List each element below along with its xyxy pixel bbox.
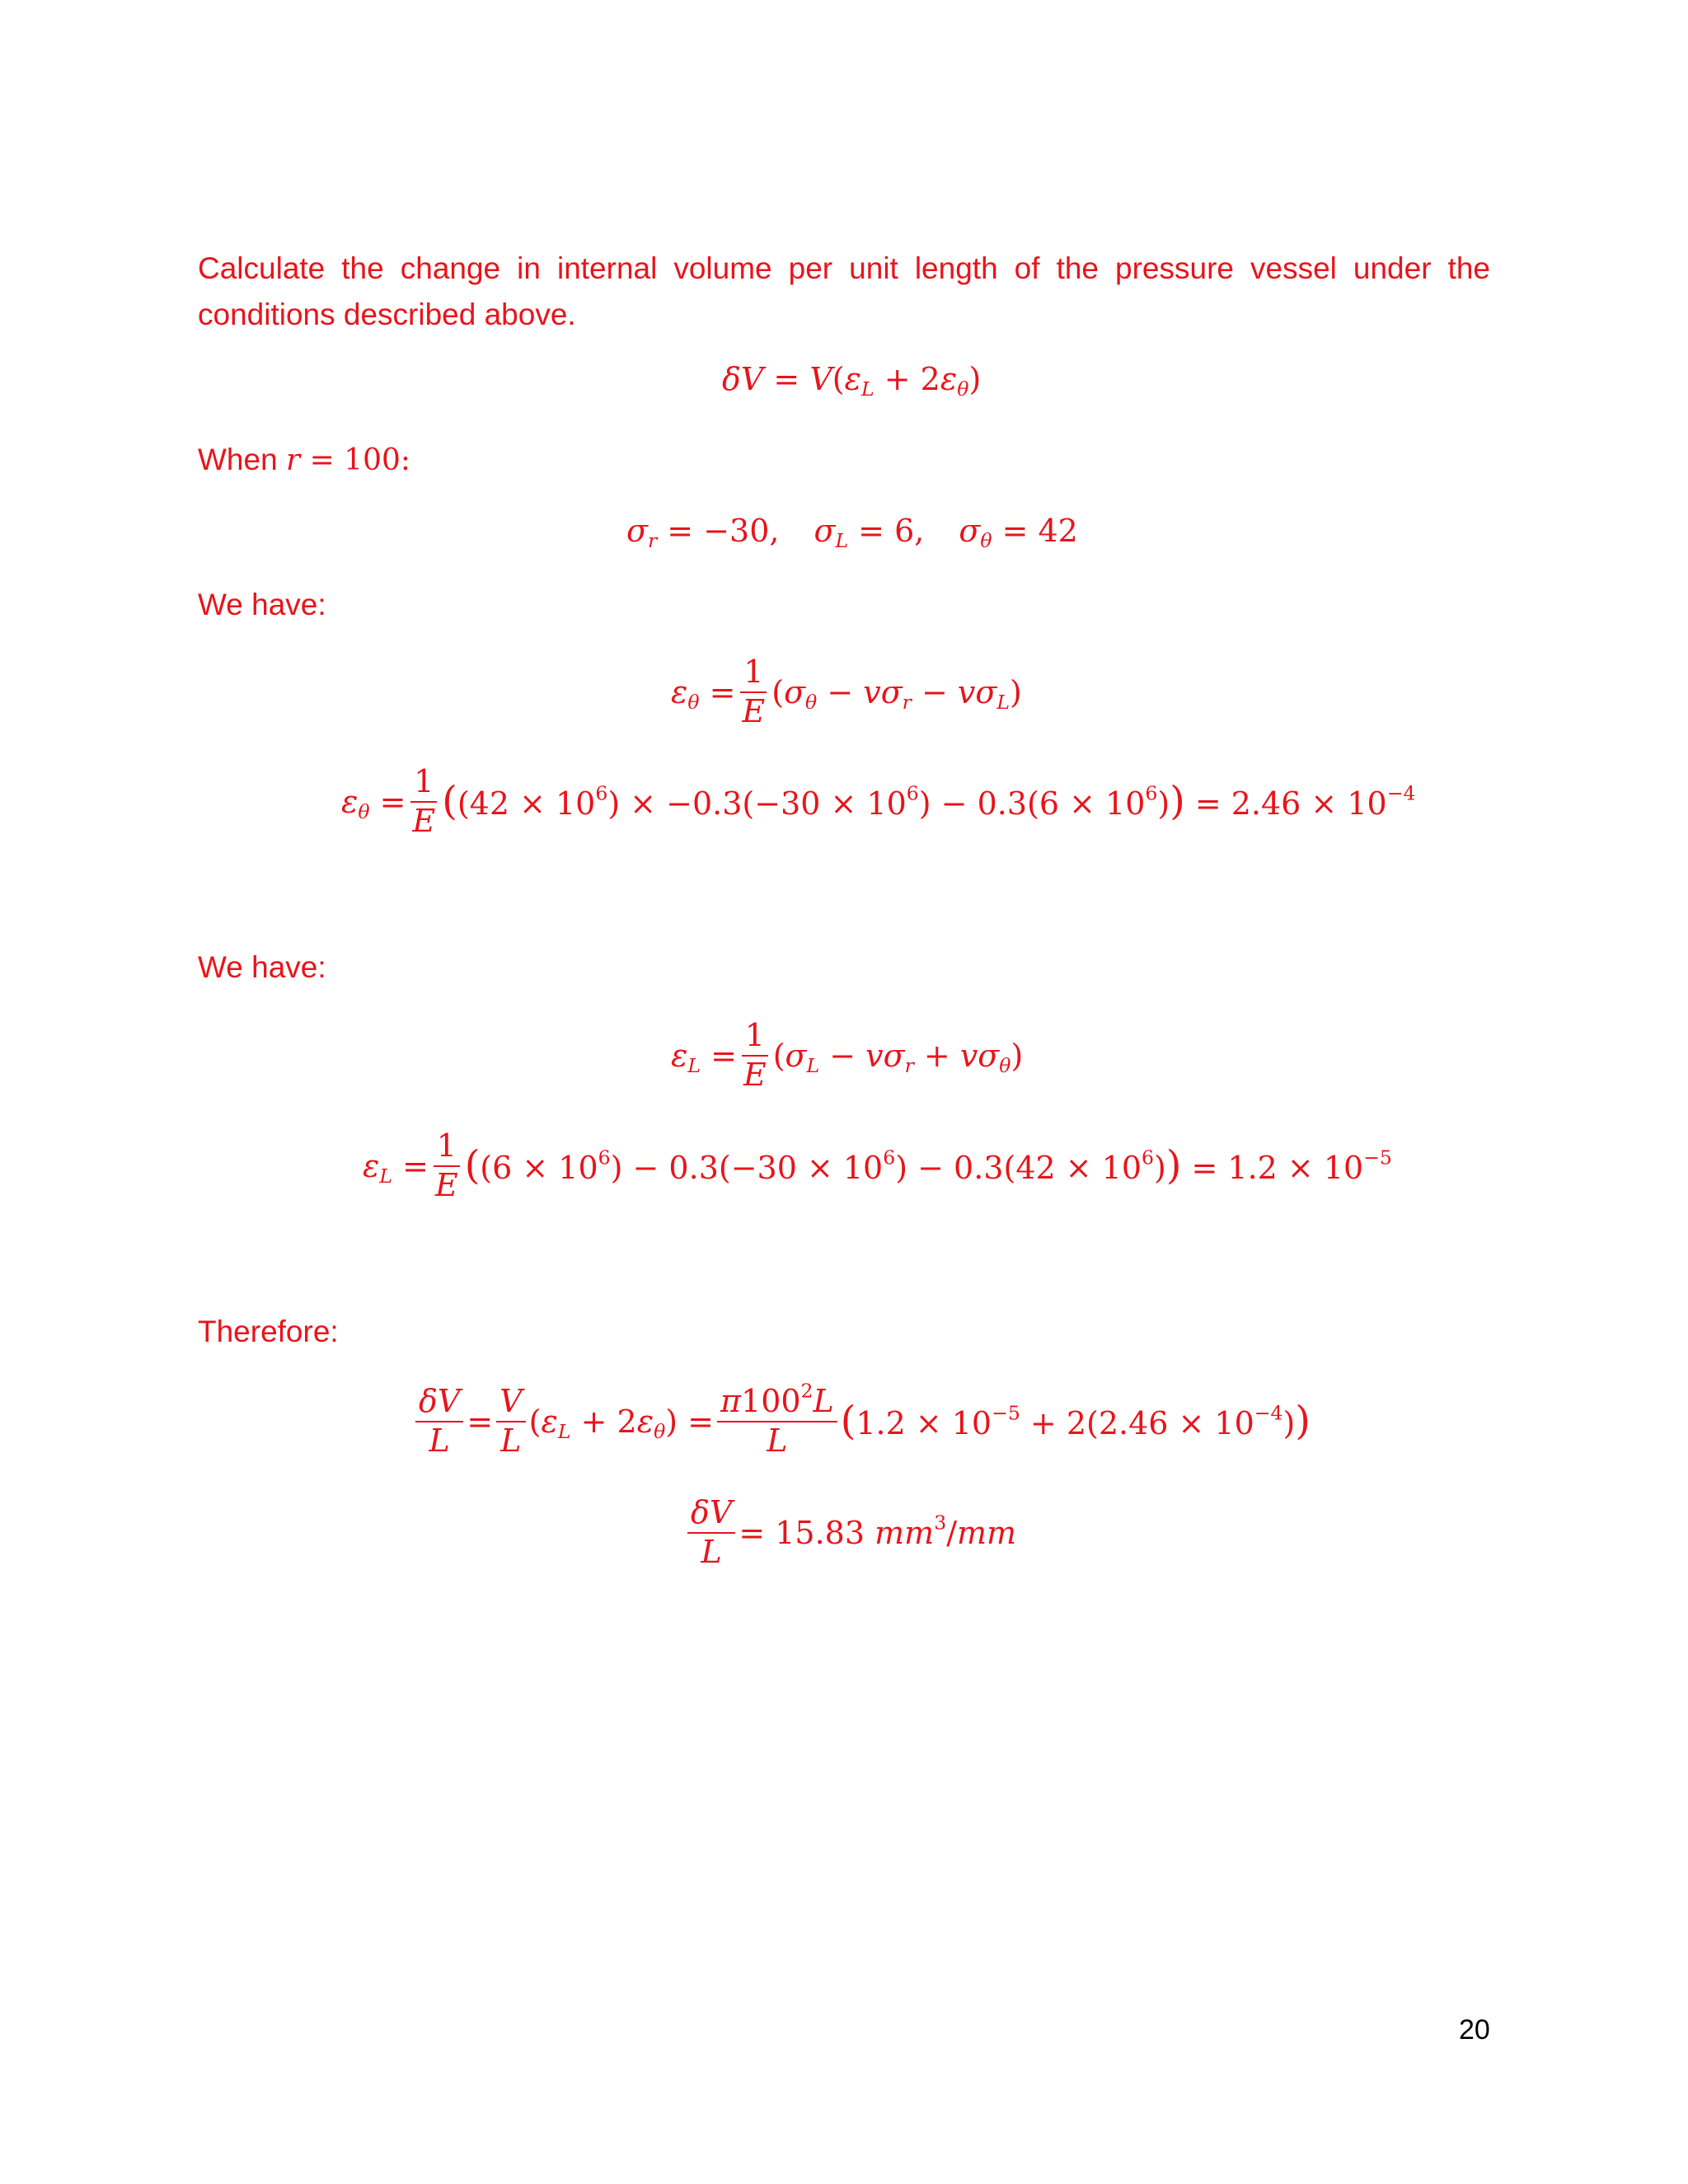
equation-longitudinal-strain: $\varepsilon_L$ = $\frac{1}{E}$ $(\sigma_L - v\sigma_r + v\sigma_\theta)$: [671, 1017, 1024, 1093]
equation-result: $\frac{\delta V}{L}$ = 15.83 $mm^3/mm$: [684, 1496, 1016, 1570]
when-statement: [198, 442, 410, 478]
equation-stresses: $\sigma_r = -30$, $\sigma_L = 6$, $\sigma_\theta = 42$: [626, 513, 1078, 553]
equation-volume-change: $\delta V = V(\varepsilon_L + 2\varepsilon_\theta)$: [722, 361, 982, 401]
when-label: When: [198, 443, 278, 476]
equation-volume-per-length: $\frac{\delta V}{L}$ = $\frac{V}{L}$ $(\varepsilon_L + 2\varepsilon_\theta)$ = $\frac{\pi 100^2L}{L}$ $(1.2 \times 10^{-5} + 2(2.46 \times 10^{-4}))$: [412, 1385, 1311, 1459]
equation-hoop-strain: $\varepsilon_\theta$ = $\frac{1}{E}$ $(\sigma_\theta - v\sigma_r - v\sigma_L)$: [671, 654, 1022, 729]
we-have-label-1: We have:: [198, 588, 326, 621]
equation-longitudinal-strain-numeric: $\varepsilon_L$ = $\frac{1}{E}$ $((6 \times 10^6) - 0.3(-30 \times 10^6) - 0.3(42 \times 10^6)) = 1.2 \times 10^{-5}$: [363, 1127, 1392, 1203]
when-expression: r = 100:: [285, 443, 411, 477]
we-have-label-2: We have:: [198, 950, 326, 984]
page-number: 20: [1459, 2014, 1490, 2046]
intro-paragraph: Calculate the change in internal volume per unit length of the pressure vessel under the conditions described above.: [198, 251, 1490, 331]
therefore-label: Therefore:: [198, 1315, 339, 1348]
equation-hoop-strain-numeric: $\varepsilon_\theta$ = $\frac{1}{E}$ $((42 \times 10^6) \times -0.3(-30 \times 10^6) - 0.3(6 \times 10^6)) = 2.46 \times 10^{-4}$: [341, 763, 1416, 839]
